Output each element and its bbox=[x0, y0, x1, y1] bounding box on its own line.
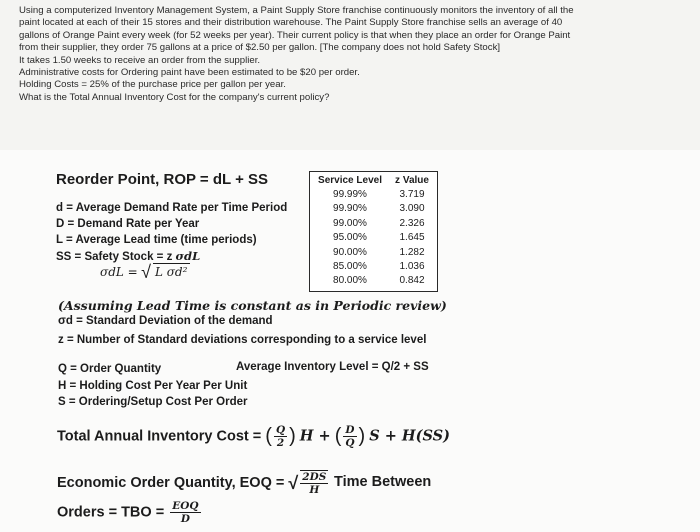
eoq-num: 2DS bbox=[302, 471, 327, 483]
service-level-table bbox=[309, 171, 438, 292]
question-line: Holding Costs = 25% of the purchase price per gallon per year. bbox=[19, 79, 286, 91]
sigma-dl-formula bbox=[100, 262, 190, 283]
service-level-cell: 99.90% bbox=[333, 203, 367, 214]
definition-L: L = Average Lead time (time periods) bbox=[56, 234, 257, 246]
tac-q-den: 2 bbox=[276, 437, 285, 449]
definition-S: S = Ordering/Setup Cost Per Order bbox=[58, 396, 248, 408]
eoq-den: H bbox=[309, 484, 320, 496]
variable-definitions bbox=[56, 200, 287, 265]
header-z-value: z Value bbox=[395, 175, 429, 186]
question-line: gallons of Orange Paint every week (for 52 weeks per year). Their current policy is that when they place an order for Orange Paint bbox=[19, 29, 571, 41]
z-value-cell: 2.326 bbox=[399, 218, 425, 229]
total-annual-cost-formula: Total Annual Inventory Cost = ( $\frac{Q}{2}$ ) H + ( $\frac{D}{Q}$ ) S + H(SS) bbox=[57, 424, 450, 449]
z-value-cell: 1.036 bbox=[399, 261, 425, 272]
z-value-cell: 1.645 bbox=[399, 232, 425, 243]
question-line: It takes 1.50 weeks to receive an order from the supplier. bbox=[19, 54, 261, 66]
tac-h: H + bbox=[299, 427, 331, 445]
tac-d-num: D bbox=[345, 424, 355, 436]
reorder-point-formula: Reorder Point, ROP = dL + SS bbox=[56, 171, 268, 188]
tac-d-den: Q bbox=[345, 437, 355, 449]
service-level-cell: 99.99% bbox=[333, 189, 367, 200]
service-level-cell: 99.00% bbox=[333, 218, 367, 229]
definition-H: H = Holding Cost Per Year Per Unit bbox=[58, 379, 248, 392]
tac-s: S + H(SS) bbox=[369, 427, 450, 445]
definition-Q: Q = Order Quantity bbox=[58, 363, 162, 375]
cost-definitions bbox=[58, 361, 247, 411]
service-level-cell: 90.00% bbox=[333, 247, 367, 258]
average-inventory-formula: Average Inventory Level = Q/2 + SS bbox=[236, 361, 429, 373]
tbo-num: EOQ bbox=[172, 500, 199, 512]
sqrt-icon: √ bbox=[141, 262, 151, 282]
tbo-label: Orders = TBO = bbox=[57, 504, 165, 521]
question-line: What is the Total Annual Inventory Cost for the company's current policy? bbox=[19, 91, 330, 103]
service-level-cell: 80.00% bbox=[333, 275, 367, 286]
z-value-cell: 1.282 bbox=[399, 247, 425, 258]
definition-d: d = Average Demand Rate per Time Period bbox=[56, 202, 288, 214]
sigma-dl-rhs: L σd² bbox=[153, 263, 190, 279]
z-value-cell: 3.090 bbox=[399, 203, 425, 214]
question-text bbox=[19, 5, 679, 104]
definition-D: D = Demand Rate per Year bbox=[56, 218, 200, 230]
tbo-den: D bbox=[180, 513, 190, 525]
z-value-cell: 3.719 bbox=[399, 189, 425, 200]
eoq-formula bbox=[57, 470, 330, 496]
sigma-d-definition: σd = Standard Deviation of the demand bbox=[58, 315, 273, 327]
question-line: paint located at each of their 15 stores and their distribution warehouse. The Paint Supply Store franchise sells an average of 40 bbox=[19, 17, 563, 29]
service-level-cell: 95.00% bbox=[333, 232, 367, 243]
tbo-formula bbox=[57, 500, 203, 525]
time-between-label: Time Between bbox=[334, 474, 432, 490]
sqrt-icon: √ bbox=[288, 472, 299, 493]
eoq-label: Economic Order Quantity, EOQ = bbox=[57, 474, 285, 491]
question-line: from their supplier, they order 75 gallons at a price of $2.50 per gallon. [The company does not hold Safety Stock] bbox=[19, 42, 501, 54]
z-definition: z = Number of Standard deviations corresponding to a service level bbox=[58, 334, 427, 346]
ss-sigma: σdL bbox=[175, 249, 201, 263]
tac-q-num: Q bbox=[275, 424, 286, 436]
question-line: Using a computerized Inventory Management System, a Paint Supply Store franchise continuously monitors the inventory of all the bbox=[19, 5, 574, 16]
assumption-note: (Assuming Lead Time is constant as in Periodic review) bbox=[58, 298, 447, 313]
sigma-dl-lhs: σdL = bbox=[100, 265, 138, 279]
z-value-cell: 0.842 bbox=[399, 275, 425, 286]
service-level-cell: 85.00% bbox=[333, 261, 367, 272]
ss-text: SS = Safety Stock = z bbox=[56, 251, 173, 263]
tac-label: Total Annual Inventory Cost = bbox=[57, 428, 262, 445]
header-service-level: Service Level bbox=[318, 175, 382, 186]
question-line: Administrative costs for Ordering paint have been estimated to be $20 per order. bbox=[19, 67, 360, 79]
